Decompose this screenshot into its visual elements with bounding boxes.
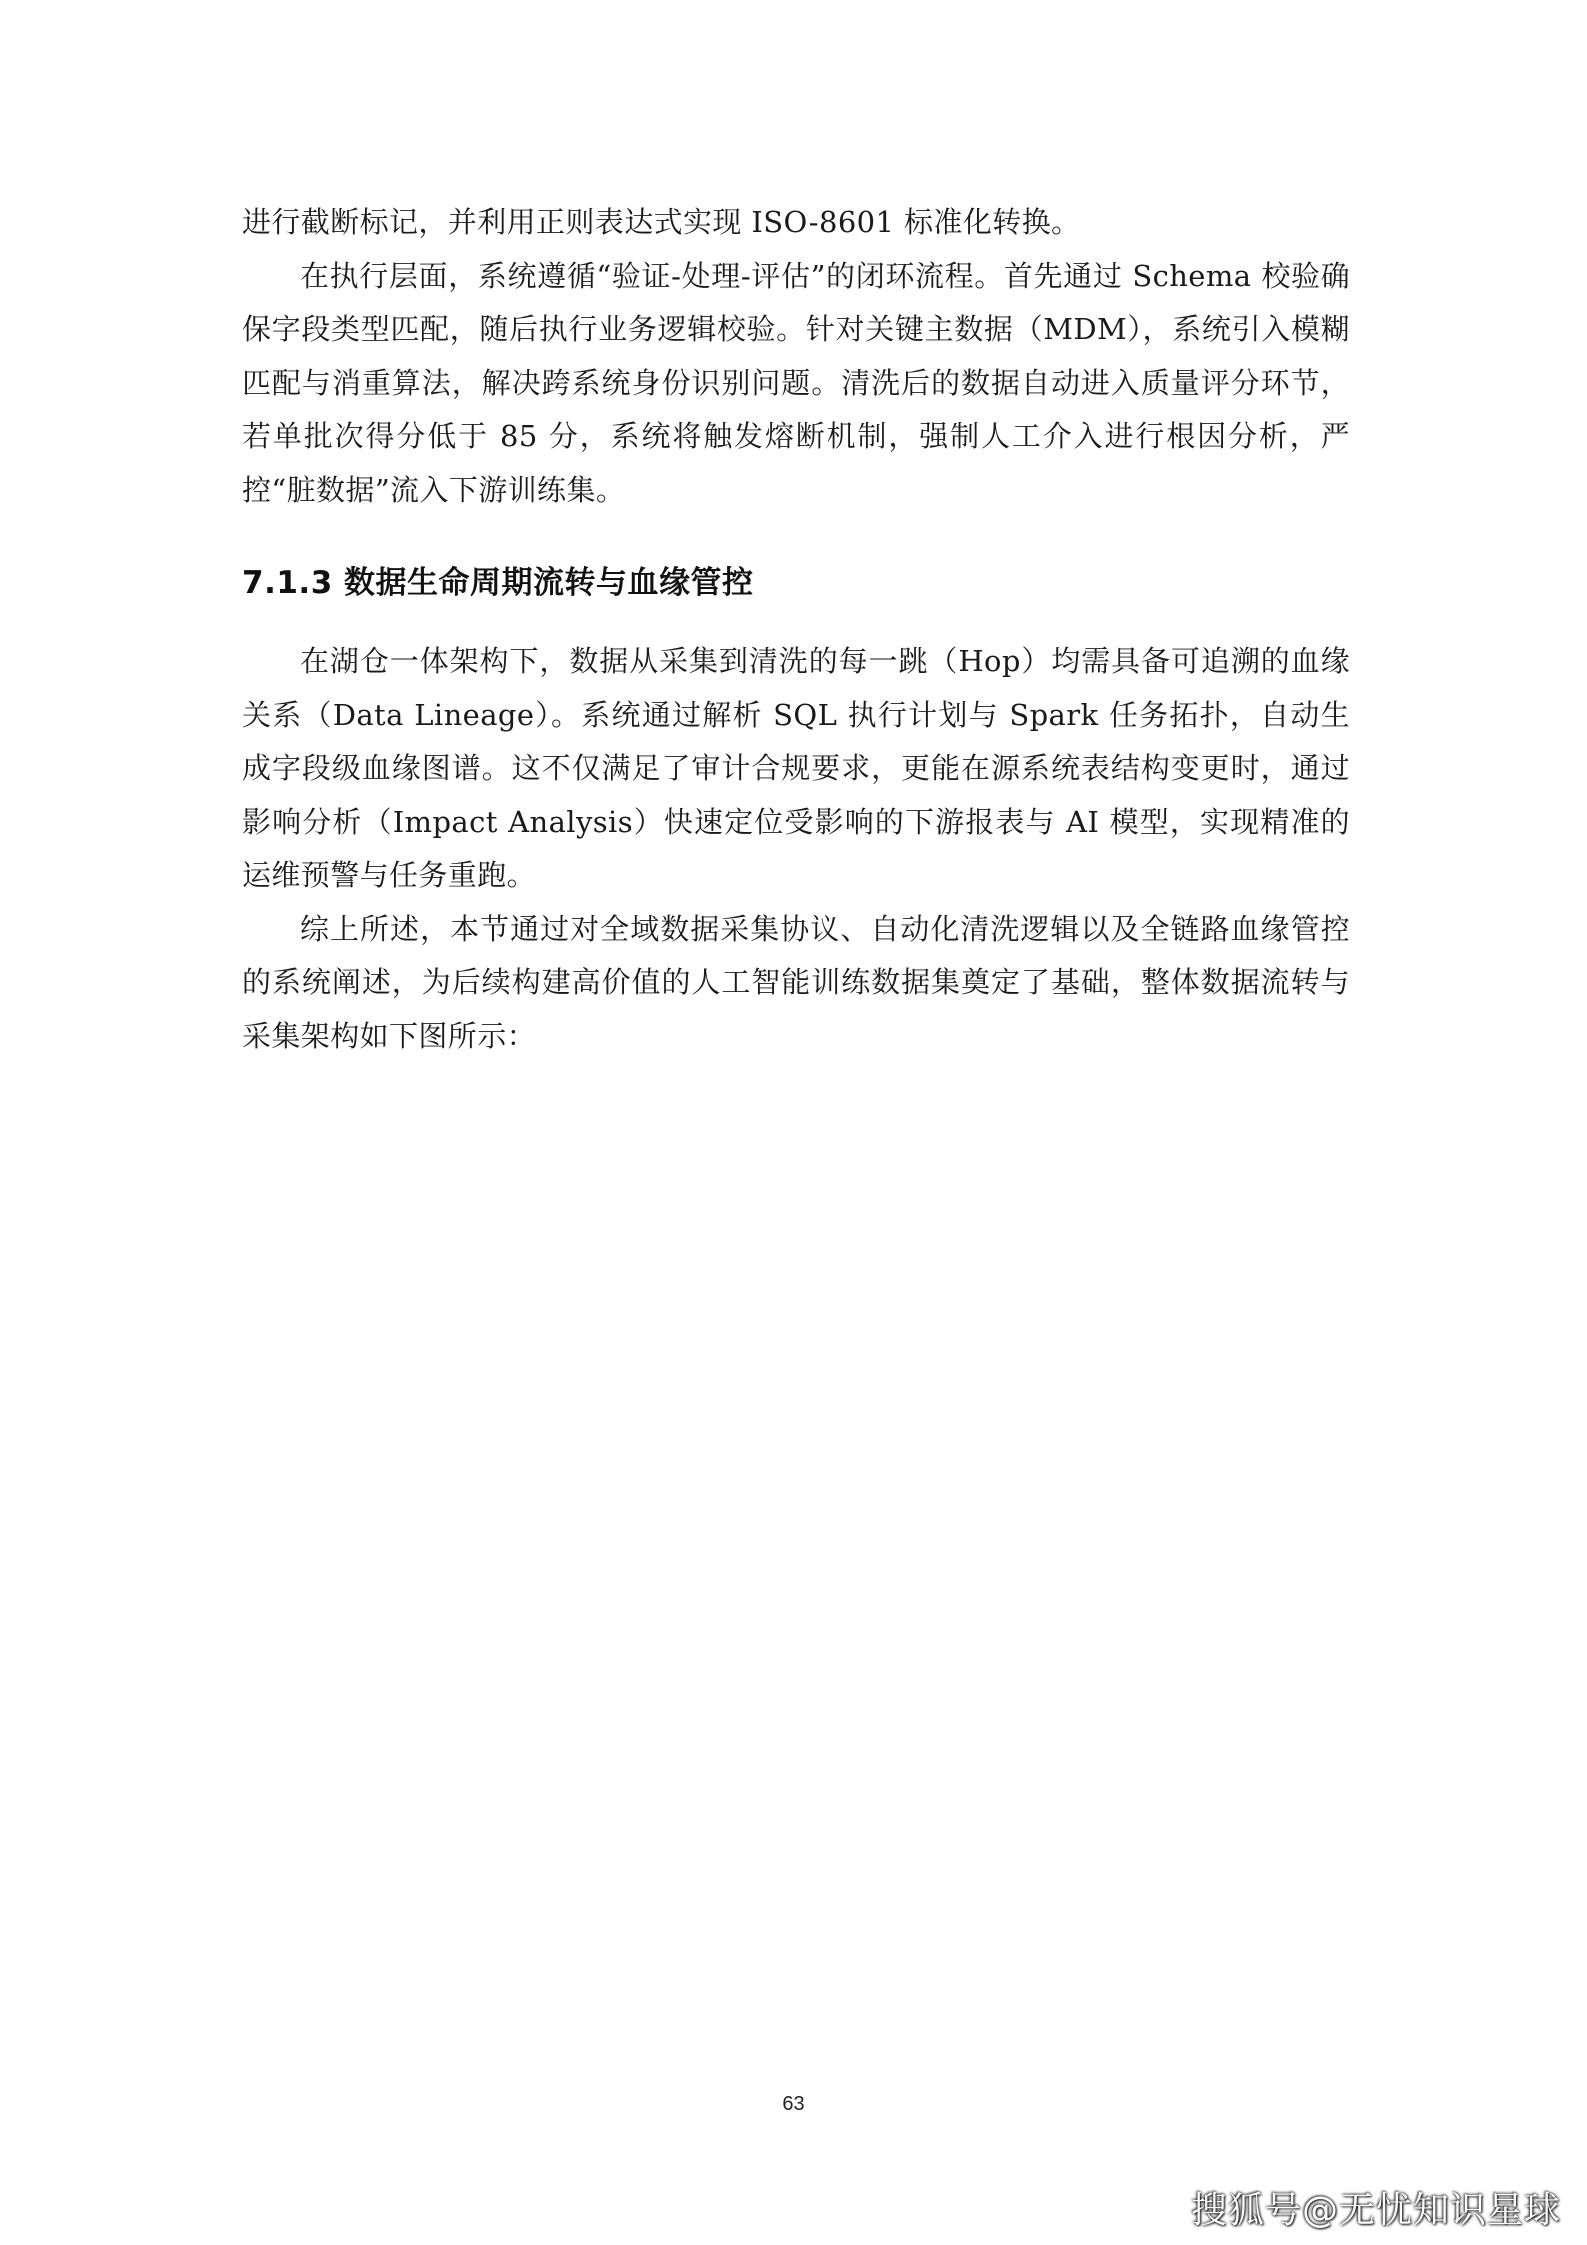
section-heading: 7.1.3 数据生命周期流转与血缘管控 [242, 565, 754, 601]
paragraph-data-lineage: 在湖仓一体架构下，数据从采集到清洗的每一跳（Hop）均需具备可追溯的血缘关系（Data Lineage）。系统通过解析 SQL 执行计划与 Spark 任务拓扑，自动生成字段级血缘图谱。这不仅满足了审计合规要求，更能在源系统表结构变更时，通过影响分析（Impact Analysis）快速定位受影响的下游报表与 AI 模型，实现精准的运维预警与任务重跑。 [242, 644, 1350, 892]
paragraph-continuation: 进行截断标记，并利用正则表达式实现 ISO-8601 标准化转换。 [242, 205, 1081, 239]
page-content [242, 196, 1350, 1063]
watermark: 搜狐号@无忧知识星球 [1190, 2190, 1561, 2231]
paragraph-summary: 综上所述，本节通过对全域数据采集协议、自动化清洗逻辑以及全链路血缘管控的系统阐述，为后续构建高价值的人工智能训练数据集奠定了基础，整体数据流转与采集架构如下图所示： [242, 911, 1350, 1053]
page-number: 63 [782, 2093, 805, 2115]
paragraph-execution-layer: 在执行层面，系统遵循“验证-处理-评估”的闭环流程。首先通过 Schema 校验确保字段类型匹配，随后执行业务逻辑校验。针对关键主数据（MDM），系统引入模糊匹配与消重算法，解决跨系统身份识别问题。清洗后的数据自动进入质量评分环节，若单批次得分低于 85 分，系统将触发熔断机制，强制人工介入进行根因分析，严控“脏数据”流入下游训练集。 [242, 258, 1350, 507]
